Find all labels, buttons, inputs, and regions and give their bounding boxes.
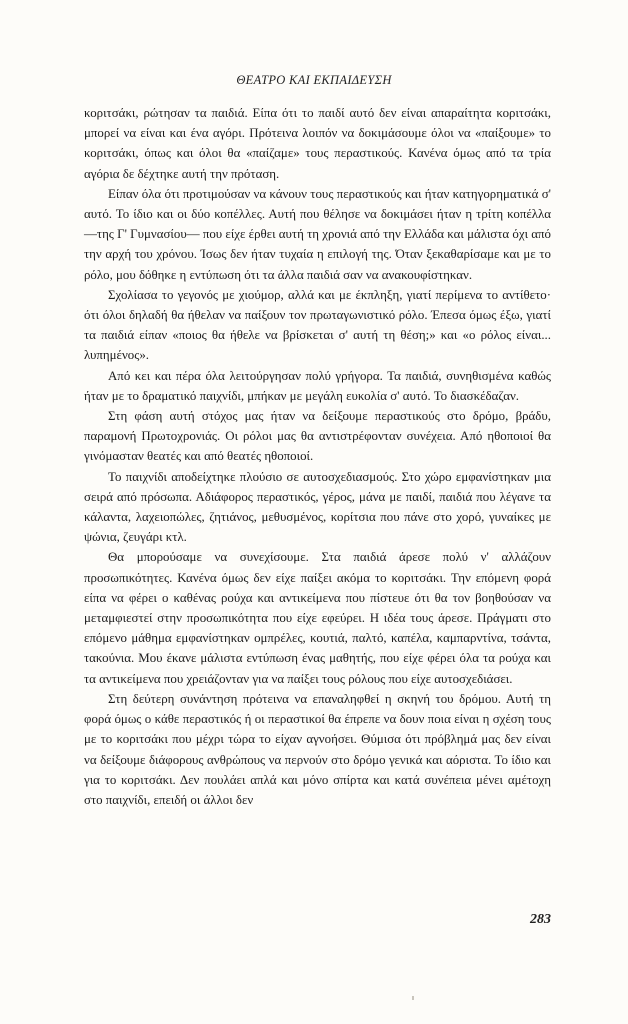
paragraph: Από κει και πέρα όλα λειτούργησαν πολύ γρήγορα. Τα παιδιά, συνηθισμένα καθώς ήταν με το δραματικό παιχνίδι, μπήκαν με μεγάλη ευκολία σ' αυτό. Το διασκέδαζαν. [84,368,551,403]
paragraph: Θα μπορούσαμε να συνεχίσουμε. Στα παιδιά άρεσε πολύ ν' αλλάζουν προσωπικότητες. Κανένα όμως δεν είχε παίξει ακόμα το κοριτσάκι. Την επόμενη φορά είπα να φέρει ο καθένας ρούχα και αντικείμενα που πίστευε ότι θα τον βοηθούσαν να μεταμφιεστεί στην προσωπικότητα που είχε εφεύρει. Η ιδέα τους άρεσε. Πράγματι στο επόμενο μάθημα εμφανίστηκαν ομπρέλες, κουτιά, παλτό, καπέλα, καμπαρντίνα, τσάντα, τακούνια. Μου έκανε μάλιστα εντύπωση ένας μαθητής, που είχε φέρει όλα τα ρούχα και τα αντικείμενα που χρειάζονταν για να παίξει τους ρόλους που είχε αυτοσχεδιάσει. [84,550,551,686]
scan-speck [412,996,414,1000]
running-title: ΘΕΑΤΡΟ ΚΑΙ ΕΚΠΑΙΔΕΥΣΗ [236,73,392,87]
body-text [84,103,551,810]
paragraph: Στη φάση αυτή στόχος μας ήταν να δείξουμε περαστικούς στο δρόμο, βράδυ, παραμονή Πρωτοχρονιάς. Οι ρόλοι μας θα αντιστρέφονταν συνέχεια. Από ηθοποιοί θα γινόμασταν θεατές και από θεατές ηθοποιοί. [84,409,551,464]
page-number: 283 [530,912,551,927]
paragraph-continuation: κοριτσάκι, ρώτησαν τα παιδιά. Είπα ότι το παιδί αυτό δεν είναι απαραίτητα κοριτσάκι, μπορεί να είναι και ένα αγόρι. Πρότεινα λοιπόν να δοκιμάσουμε όλοι να «παίξουμε» το κοριτσάκι, όπως και όλοι θα «παίζαμε» τους περαστικούς. Κανένα όμως από τα τρία αγόρια δε δέχτηκε αυτή την πρόταση. [84,106,551,181]
paragraph: Είπαν όλα ότι προτιμούσαν να κάνουν τους περαστικούς και ήταν κατηγορηματικά σ' αυτό. Το ίδιο και οι δύο κοπέλλες. Αυτή που θέλησε να δοκιμάσει ήταν η τρίτη κοπέλλα —της Γ' Γυμνασίου— που είχε έρθει αυτή τη χρονιά από την Ελλάδα και μάλιστα όχι από την αρχή του χρόνου. Ίσως δεν ήταν τυχαία η επιλογή της. Όταν ξεκαθαρίσαμε και με το ρόλο, μου δόθηκε η εντύπωση ότι τα άλλα παιδιά σαν να ανακουφίστηκαν. [84,186,551,282]
paragraph: Το παιχνίδι αποδείχτηκε πλούσιο σε αυτοσχεδιασμούς. Στο χώρο εμφανίστηκαν μια σειρά από πρόσωπα. Αδιάφορος περαστικός, γέρος, μάνα με παιδί, παιδιά που λέγανε τα κάλαντα, λαχειοπώλες, ζητιάνος, μεθυσμένος, κορίτσια που πάνε στο χορό, γυναίκες με ψώνια, ζευγάρι κτλ. [84,469,551,545]
paragraph: Στη δεύτερη συνάντηση πρότεινα να επαναληφθεί η σκηνή του δρόμου. Αυτή τη φορά όμως ο κάθε περαστικός ή οι περαστικοί θα έπρεπε να δουν ποια είναι η σχέση τους με το κοριτσάκι που μέχρι τώρα το είχαν αγνοήσει. Θύμισα ότι πρόβλημά μας δεν είναι να δείξουμε διάφορους ανθρώπους να περνούν στο δρόμο γενικά και αόριστα. Το ίδιο και για το κοριτσάκι. Δεν πουλάει απλά και μόνο σπίρτα και κατά συνέπεια μένει αμέτοχη στο παιχνίδι, επειδή οι άλλοι δεν [84,691,551,807]
paragraph: Σχολίασα το γεγονός με χιούμορ, αλλά και με έκπληξη, γιατί περίμενα το αντίθετο· ότι όλοι δηλαδή θα ήθελαν να παίξουν τον πρωταγωνιστικό ρόλο. Έπεσα όμως έξω, γιατί τα παιδιά είπαν «ποιος θα ήθελε να βρίσκεται σ' αυτή τη θέση;» και «ο ρόλος είναι... λυπημένος». [84,287,551,363]
